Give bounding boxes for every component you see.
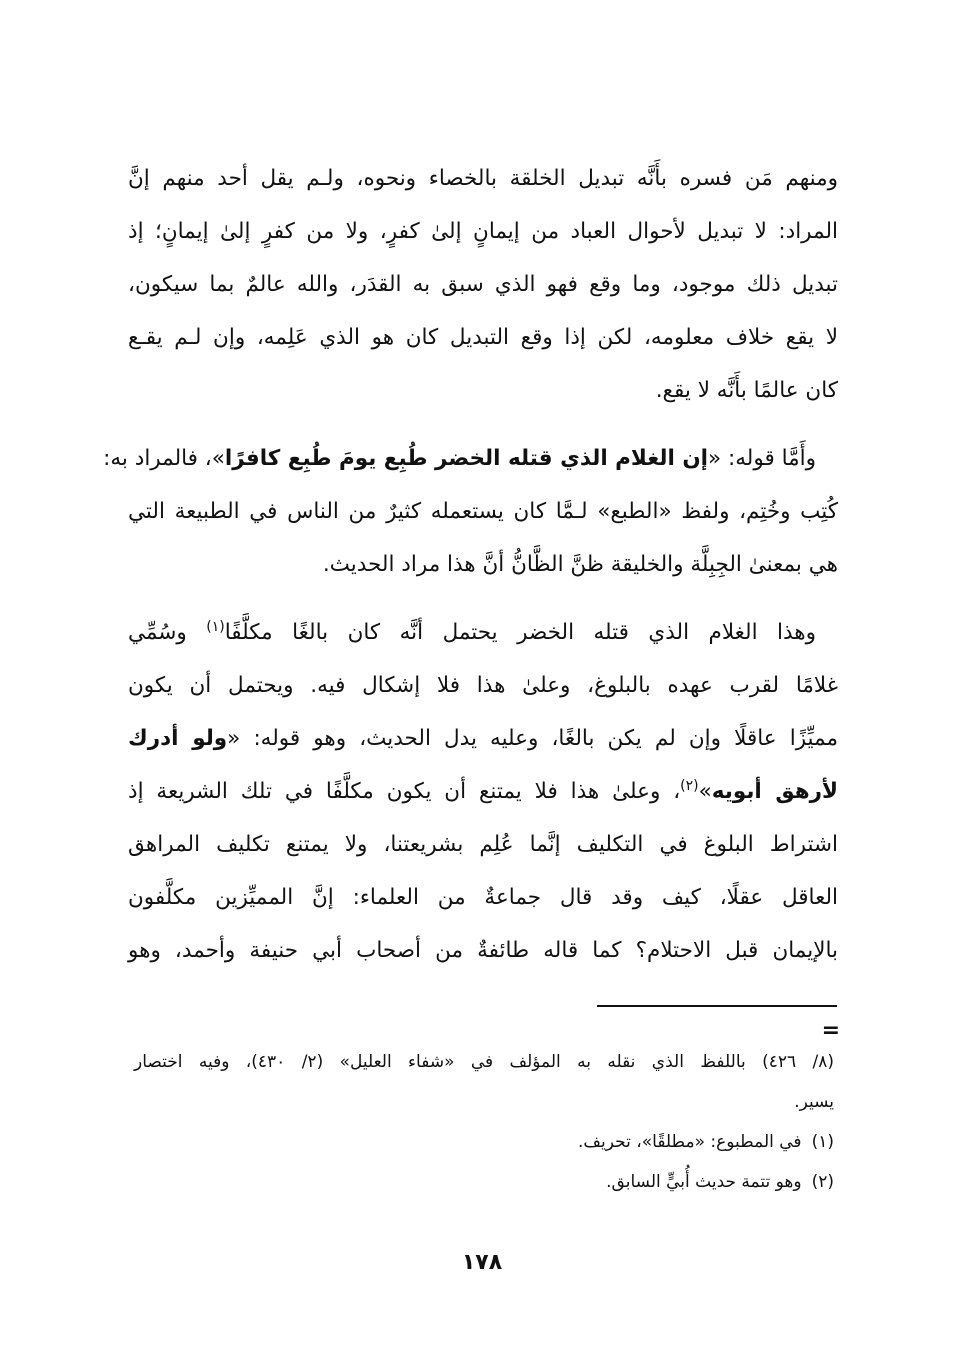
footnote-text: وهو تتمة حديث أُبيٍّ السابق. [606, 1172, 802, 1192]
text-run: وهذا الغلام الذي قتله الخضر يحتمل أنَّه كان بالغًا مكلَّفًا [224, 620, 817, 645]
text-line: غلامًا لقرب عهده بالبلوغ، وعلىٰ هذا فلا إشكال فيه. ويحتمل أن يكون [128, 673, 838, 698]
footnote-separator [597, 1005, 837, 1007]
footnotes [134, 1042, 834, 1202]
footnote-continued: (٨/ ٤٢٦) باللفظ الذي نقله به المؤلف في «شفاء العليل» (٢/ ٤٣٠)، وفيه اختصار [134, 1052, 835, 1072]
text-line: المراد: لا تبديل لأحوال العباد من إيمانٍ إلىٰ كفرٍ، ولا من كفرٍ إلىٰ إيمانٍ؛ إذ [128, 219, 838, 244]
text-run: » [698, 779, 712, 804]
text-line: اشتراط البلوغ في التكليف إنَّما عُلِم بشريعتنا، ولا يمتنع تكليف المراهق [128, 832, 838, 857]
main-text [103, 152, 838, 992]
text-line [128, 712, 838, 765]
text-line: ومنهم مَن فسره بأَنَّه تبديل الخلقة بالخصاء ونحوه، ولـم يقل أحد منهم إنَّ [128, 166, 838, 191]
text-line: لا يقع خلاف معلومه، لكن إذا وقع التبديل كان هو الذي عَلِمه، وإن لـم يقـع [128, 325, 838, 350]
footnote-number: (٢) [811, 1172, 834, 1192]
text-line [103, 432, 838, 485]
footnote-ref-1[interactable]: (١) [206, 618, 225, 635]
text-line: كان عالمًا بأَنَّه لا يقع. [655, 378, 838, 403]
quoted-hadith: إن الغلام الذي قتله الخضر طُبِع يومَ طُبِع كافرًا [224, 446, 709, 471]
text-run: وأَمَّا قوله: « [708, 446, 816, 471]
text-line: بالإيمان قبل الاحتلام؟ كما قاله طائفةٌ من أصحاب أبي حنيفة وأحمد، وهو [128, 938, 838, 963]
paragraph-3 [128, 606, 838, 977]
footnote-2 [134, 1162, 834, 1202]
paragraph-1 [128, 152, 838, 417]
text-run: »، فالمراد به: [103, 446, 225, 471]
text-line: تبديل ذلك موجود، وما وقع فهو الذي سبق به القدَر، والله عالمٌ بما سيكون، [128, 272, 838, 297]
text-line: كُتِب وخُتِم، ولفظ «الطبع» لـمَّا كان يستعمله كثيرٌ من الناس في الطبيعة التي [128, 499, 838, 524]
text-line [128, 606, 838, 659]
quoted-hadith: ولو أدرك [128, 726, 228, 751]
text-line: هي بمعنىٰ الجِبِلَّة والخليقة ظنَّ الظَّانُّ أنَّ هذا مراد الحديث. [322, 552, 838, 577]
text-run: مميِّزًا عاقلًا وإن لم يكن بالغًا، وعليه يدل الحديث، وهو قوله: « [227, 726, 838, 751]
text-line [128, 765, 838, 818]
footnote-text: في المطبوع: «مطلقًا»، تحريف. [578, 1132, 802, 1152]
footnote-number: (١) [811, 1132, 834, 1152]
quoted-hadith: لأرهق أبويه [711, 779, 838, 804]
page-number: ١٧٨ [461, 1250, 503, 1275]
footnote-continued: يسير. [794, 1092, 834, 1112]
text-run: وسُمِّي [128, 620, 207, 645]
paragraph-2 [103, 432, 838, 591]
footnote-ref-2[interactable]: (٢) [680, 777, 699, 794]
text-run: ، وعلىٰ هذا فلا يمتنع أن يكون مكلَّفًا في تلك الشريعة إذ [128, 779, 681, 804]
text-line: العاقل عقلًا، كيف وقد قال جماعةٌ من العلماء: إنَّ المميِّزين مكلَّفون [128, 885, 838, 910]
footnote-1 [134, 1122, 834, 1162]
continuation-mark: = [821, 1018, 840, 1043]
